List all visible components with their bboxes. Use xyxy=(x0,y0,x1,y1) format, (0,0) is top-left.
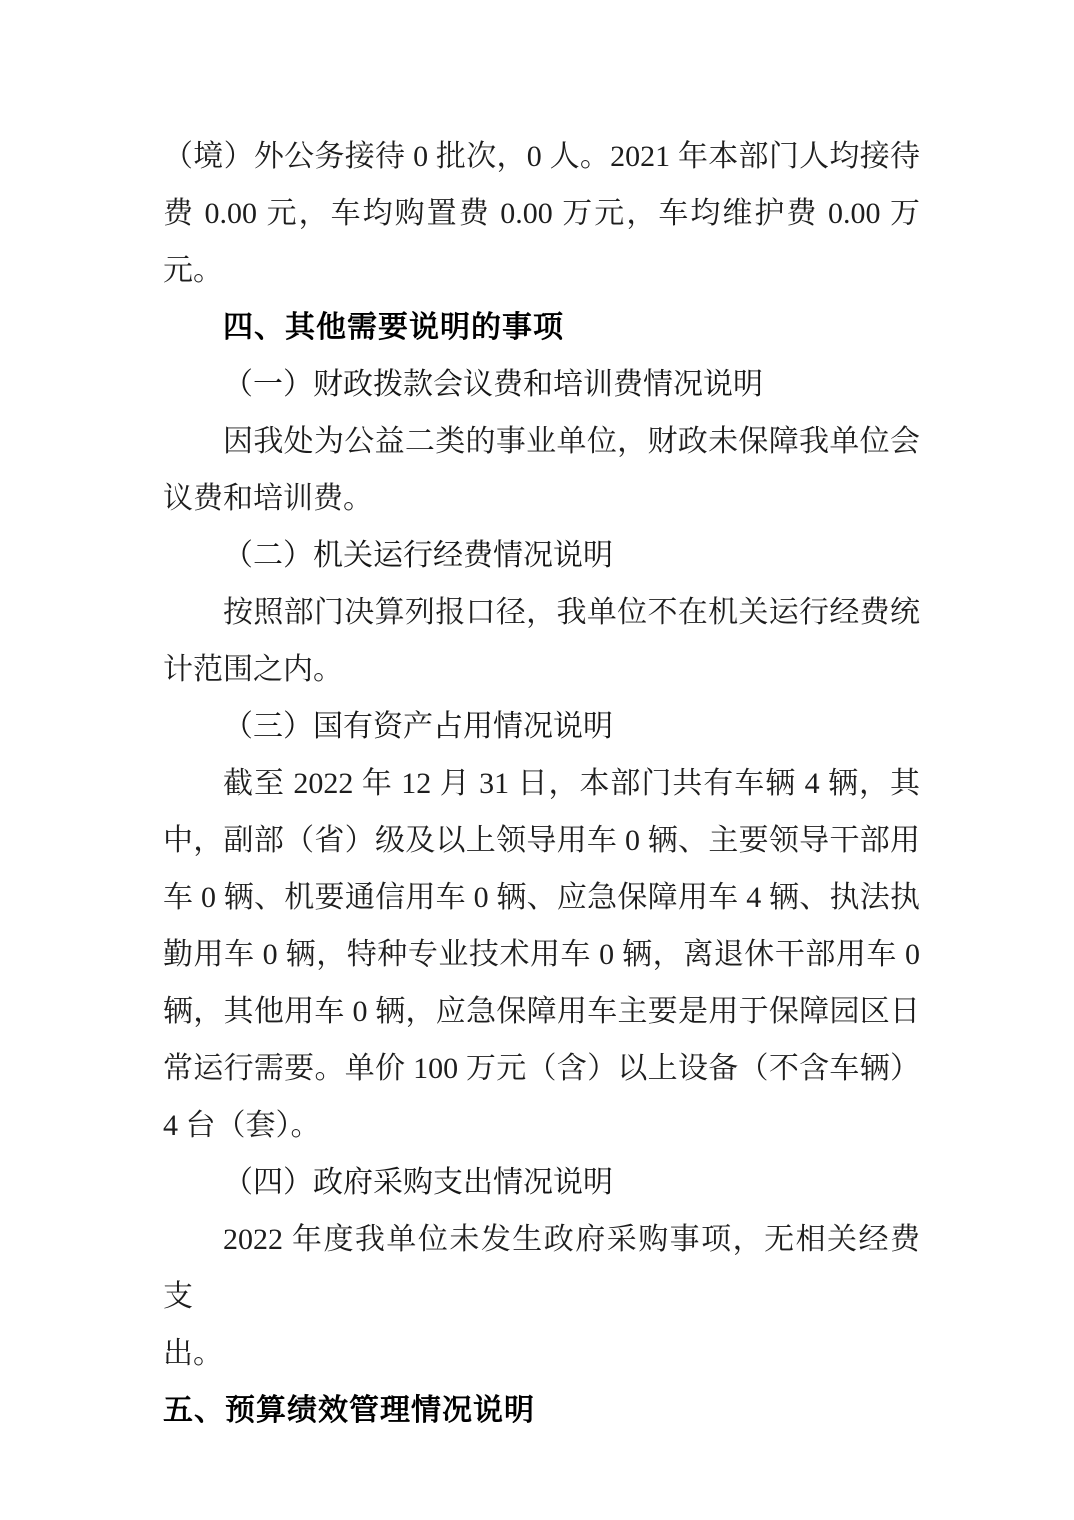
subheading-one-meeting-training-fees: （一）财政拨款会议费和培训费情况说明 xyxy=(223,368,763,401)
body-line-gov-procurement-2: 出。 xyxy=(163,1337,223,1370)
body-line-meeting-training-1: 因我处为公益二类的事业单位，财政未保障我单位会 xyxy=(223,425,920,458)
body-line-meeting-training-2: 议费和培训费。 xyxy=(163,482,373,515)
body-line-overseas-reception-1: （境）外公务接待 0 批次，0 人。2021 年本部门人均接待 xyxy=(163,140,920,173)
body-line-operating-funds-2: 计范围之内。 xyxy=(163,653,343,686)
body-line-operating-funds-1: 按照部门决算列报口径，我单位不在机关运行经费统 xyxy=(223,596,920,629)
subheading-two-operating-funds: （二）机关运行经费情况说明 xyxy=(223,539,613,572)
body-line-state-assets-6: 常运行需要。单价 100 万元（含）以上设备（不含车辆） xyxy=(163,1052,920,1085)
body-line-overseas-reception-2: 费 0.00 元，车均购置费 0.00 万元，车均维护费 0.00 万 xyxy=(163,197,920,230)
body-line-state-assets-5: 辆，其他用车 0 辆，应急保障用车主要是用于保障园区日 xyxy=(163,995,920,1028)
subheading-four-gov-procurement: （四）政府采购支出情况说明 xyxy=(223,1166,613,1199)
body-line-state-assets-7: 4 台（套）。 xyxy=(163,1109,321,1142)
body-line-state-assets-2: 中，副部（省）级及以上领导用车 0 辆、主要领导干部用 xyxy=(163,824,920,857)
section-heading-five-budget-performance: 五、预算绩效管理情况说明 xyxy=(163,1394,535,1427)
body-line-overseas-reception-3: 元。 xyxy=(163,254,223,287)
body-line-gov-procurement-1: 2022 年度我单位未发生政府采购事项，无相关经费支 xyxy=(163,1223,920,1313)
section-heading-four-other-matters: 四、其他需要说明的事项 xyxy=(223,311,564,344)
body-line-state-assets-4: 勤用车 0 辆，特种专业技术用车 0 辆，离退休干部用车 0 xyxy=(163,938,920,971)
body-line-state-assets-3: 车 0 辆、机要通信用车 0 辆、应急保障用车 4 辆、执法执 xyxy=(163,881,920,914)
body-line-state-assets-1: 截至 2022 年 12 月 31 日，本部门共有车辆 4 辆，其 xyxy=(223,767,920,800)
subheading-three-state-assets: （三）国有资产占用情况说明 xyxy=(223,710,613,743)
document-page xyxy=(163,128,920,1439)
